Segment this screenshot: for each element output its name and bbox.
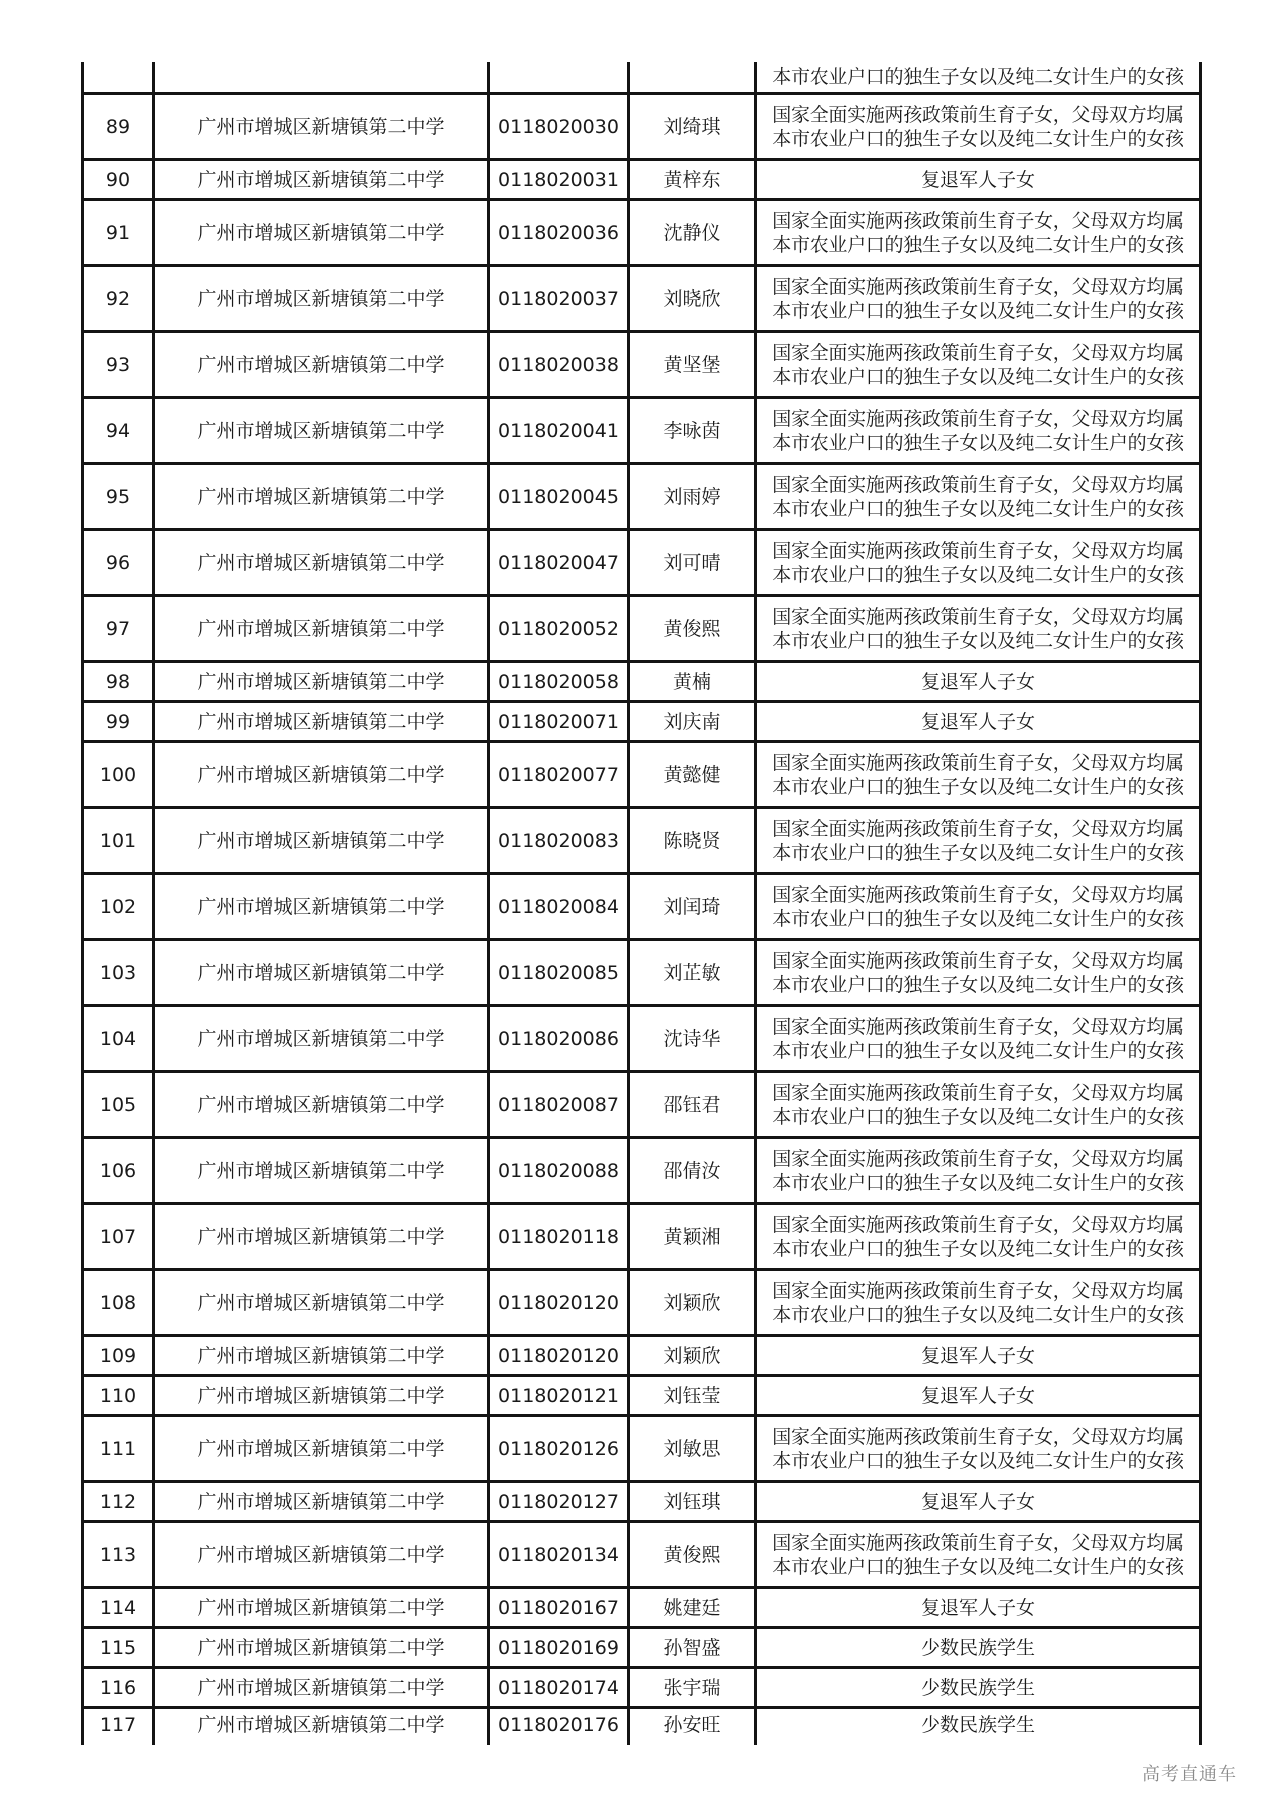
cell-no: 107 bbox=[83, 1204, 154, 1270]
cell-name: 李咏茵 bbox=[629, 398, 756, 464]
cell-school: 广州市增城区新塘镇第二中学 bbox=[154, 200, 489, 266]
cell-category bbox=[756, 940, 1201, 1006]
cell-no: 117 bbox=[83, 1708, 154, 1746]
category-line2: 本市农业户口的独生子女以及纯二女计生户的女孩 bbox=[772, 1039, 1184, 1062]
category-line1: 国家全面实施两孩政策前生育子女，父母双方均属 bbox=[772, 209, 1184, 232]
cell-category: 复退军人子女 bbox=[756, 1482, 1201, 1522]
category-line1: 国家全面实施两孩政策前生育子女，父母双方均属 bbox=[772, 407, 1184, 430]
cell-school: 广州市增城区新塘镇第二中学 bbox=[154, 464, 489, 530]
category-line1: 国家全面实施两孩政策前生育子女，父母双方均属 bbox=[772, 1279, 1184, 1302]
table-row bbox=[83, 530, 1201, 596]
table-row bbox=[83, 1376, 1201, 1416]
table-row bbox=[83, 94, 1201, 160]
table-row bbox=[83, 1072, 1201, 1138]
cell-name: 孙智盛 bbox=[629, 1628, 756, 1668]
cell-category bbox=[756, 808, 1201, 874]
table-row bbox=[83, 464, 1201, 530]
table-row bbox=[83, 1482, 1201, 1522]
cell-name: 邵倩汝 bbox=[629, 1138, 756, 1204]
category-line1: 国家全面实施两孩政策前生育子女，父母双方均属 bbox=[772, 1213, 1184, 1236]
cell-school: 广州市增城区新塘镇第二中学 bbox=[154, 530, 489, 596]
category-line2: 本市农业户口的独生子女以及纯二女计生户的女孩 bbox=[772, 1303, 1184, 1326]
category-line2: 本市农业户口的独生子女以及纯二女计生户的女孩 bbox=[772, 1555, 1184, 1578]
cell-id: 0118020085 bbox=[489, 940, 629, 1006]
cell-id: 0118020126 bbox=[489, 1416, 629, 1482]
cell-name: 刘钰琪 bbox=[629, 1482, 756, 1522]
cell-school: 广州市增城区新塘镇第二中学 bbox=[154, 742, 489, 808]
category-line2: 本市农业户口的独生子女以及纯二女计生户的女孩 bbox=[772, 66, 1184, 88]
table-row bbox=[83, 1336, 1201, 1376]
table-row bbox=[83, 1204, 1201, 1270]
table-row bbox=[83, 1138, 1201, 1204]
cell-id: 0118020167 bbox=[489, 1588, 629, 1628]
cell-school: 广州市增城区新塘镇第二中学 bbox=[154, 1376, 489, 1416]
table-row bbox=[83, 1416, 1201, 1482]
cell-name: 黄楠 bbox=[629, 662, 756, 702]
category-line2: 本市农业户口的独生子女以及纯二女计生户的女孩 bbox=[772, 127, 1184, 150]
cell-id: 0118020086 bbox=[489, 1006, 629, 1072]
cell-category: 复退军人子女 bbox=[756, 160, 1201, 200]
cell-category bbox=[756, 1072, 1201, 1138]
table-row bbox=[83, 874, 1201, 940]
cell-category: 复退军人子女 bbox=[756, 1376, 1201, 1416]
cell-category: 复退军人子女 bbox=[756, 662, 1201, 702]
cell-id: 0118020174 bbox=[489, 1668, 629, 1708]
cell-id: 0118020047 bbox=[489, 530, 629, 596]
cell-no: 104 bbox=[83, 1006, 154, 1072]
category-line1: 国家全面实施两孩政策前生育子女，父母双方均属 bbox=[772, 473, 1184, 496]
cell-category bbox=[756, 1204, 1201, 1270]
cell-name: 黄梓东 bbox=[629, 160, 756, 200]
table-row bbox=[83, 808, 1201, 874]
cell-no: 109 bbox=[83, 1336, 154, 1376]
table-row bbox=[83, 662, 1201, 702]
cell-category bbox=[756, 1006, 1201, 1072]
cell-no: 93 bbox=[83, 332, 154, 398]
cell-name: 黄坚堡 bbox=[629, 332, 756, 398]
cell-id: 0118020120 bbox=[489, 1270, 629, 1336]
table-row bbox=[83, 596, 1201, 662]
cell-category bbox=[756, 1416, 1201, 1482]
cell-no: 97 bbox=[83, 596, 154, 662]
watermark: 高考直通车 bbox=[1142, 1764, 1237, 1785]
cell-no: 106 bbox=[83, 1138, 154, 1204]
cell-school bbox=[154, 62, 489, 94]
cell-no: 99 bbox=[83, 702, 154, 742]
cell-school: 广州市增城区新塘镇第二中学 bbox=[154, 808, 489, 874]
cell-id: 0118020118 bbox=[489, 1204, 629, 1270]
cell-category: 复退军人子女 bbox=[756, 1336, 1201, 1376]
category-line2: 本市农业户口的独生子女以及纯二女计生户的女孩 bbox=[772, 775, 1184, 798]
cell-name: 沈静仪 bbox=[629, 200, 756, 266]
category-line2: 本市农业户口的独生子女以及纯二女计生户的女孩 bbox=[772, 1171, 1184, 1194]
category-line2: 本市农业户口的独生子女以及纯二女计生户的女孩 bbox=[772, 365, 1184, 388]
category-line1: 国家全面实施两孩政策前生育子女，父母双方均属 bbox=[772, 539, 1184, 562]
cell-category bbox=[756, 874, 1201, 940]
cell-school: 广州市增城区新塘镇第二中学 bbox=[154, 1588, 489, 1628]
category-line1: 国家全面实施两孩政策前生育子女，父母双方均属 bbox=[772, 275, 1184, 298]
cell-school: 广州市增城区新塘镇第二中学 bbox=[154, 1138, 489, 1204]
cell-no: 114 bbox=[83, 1588, 154, 1628]
cell-no: 112 bbox=[83, 1482, 154, 1522]
cell-id: 0118020087 bbox=[489, 1072, 629, 1138]
cell-no bbox=[83, 62, 154, 94]
cell-id: 0118020058 bbox=[489, 662, 629, 702]
cell-school: 广州市增城区新塘镇第二中学 bbox=[154, 266, 489, 332]
category-line2: 本市农业户口的独生子女以及纯二女计生户的女孩 bbox=[772, 973, 1184, 996]
cell-id: 0118020031 bbox=[489, 160, 629, 200]
cell-name: 陈晓贤 bbox=[629, 808, 756, 874]
student-list-table bbox=[81, 62, 1202, 1745]
cell-no: 113 bbox=[83, 1522, 154, 1588]
category-line1: 国家全面实施两孩政策前生育子女，父母双方均属 bbox=[772, 751, 1184, 774]
cell-school: 广州市增城区新塘镇第二中学 bbox=[154, 1482, 489, 1522]
category-line2: 本市农业户口的独生子女以及纯二女计生户的女孩 bbox=[772, 299, 1184, 322]
cell-name: 张宇瑞 bbox=[629, 1668, 756, 1708]
cell-no: 90 bbox=[83, 160, 154, 200]
cell-category bbox=[756, 1270, 1201, 1336]
cell-no: 92 bbox=[83, 266, 154, 332]
cell-id: 0118020084 bbox=[489, 874, 629, 940]
cell-name: 刘钰莹 bbox=[629, 1376, 756, 1416]
cell-id: 0118020083 bbox=[489, 808, 629, 874]
cell-no: 100 bbox=[83, 742, 154, 808]
cell-no: 94 bbox=[83, 398, 154, 464]
cell-no: 108 bbox=[83, 1270, 154, 1336]
cell-school: 广州市增城区新塘镇第二中学 bbox=[154, 94, 489, 160]
cell-name: 邵钰君 bbox=[629, 1072, 756, 1138]
cell-name: 刘庆南 bbox=[629, 702, 756, 742]
table-row bbox=[83, 398, 1201, 464]
cell-name: 刘敏思 bbox=[629, 1416, 756, 1482]
category-line2: 本市农业户口的独生子女以及纯二女计生户的女孩 bbox=[772, 629, 1184, 652]
cell-name: 孙安旺 bbox=[629, 1708, 756, 1746]
cell-name: 刘雨婷 bbox=[629, 464, 756, 530]
cell-name: 姚建廷 bbox=[629, 1588, 756, 1628]
cell-id: 0118020052 bbox=[489, 596, 629, 662]
cell-category: 少数民族学生 bbox=[756, 1628, 1201, 1668]
cell-id: 0118020038 bbox=[489, 332, 629, 398]
cell-no: 91 bbox=[83, 200, 154, 266]
cell-category: 复退军人子女 bbox=[756, 1588, 1201, 1628]
category-line2: 本市农业户口的独生子女以及纯二女计生户的女孩 bbox=[772, 431, 1184, 454]
table-row bbox=[83, 702, 1201, 742]
category-line2: 本市农业户口的独生子女以及纯二女计生户的女孩 bbox=[772, 233, 1184, 256]
cell-id: 0118020176 bbox=[489, 1708, 629, 1746]
cell-id bbox=[489, 62, 629, 94]
cell-id: 0118020030 bbox=[489, 94, 629, 160]
category-line1: 国家全面实施两孩政策前生育子女，父母双方均属 bbox=[772, 1081, 1184, 1104]
table-row bbox=[83, 1270, 1201, 1336]
cell-name: 黄懿健 bbox=[629, 742, 756, 808]
table-row bbox=[83, 1628, 1201, 1668]
category-line2: 本市农业户口的独生子女以及纯二女计生户的女孩 bbox=[772, 563, 1184, 586]
cell-category bbox=[756, 62, 1201, 94]
cell-id: 0118020077 bbox=[489, 742, 629, 808]
category-line1: 国家全面实施两孩政策前生育子女，父母双方均属 bbox=[772, 1147, 1184, 1170]
cell-school: 广州市增城区新塘镇第二中学 bbox=[154, 1708, 489, 1746]
table-row bbox=[83, 742, 1201, 808]
cell-category: 少数民族学生 bbox=[756, 1708, 1201, 1746]
cell-category bbox=[756, 742, 1201, 808]
cell-school: 广州市增城区新塘镇第二中学 bbox=[154, 1668, 489, 1708]
cell-no: 89 bbox=[83, 94, 154, 160]
cell-id: 0118020169 bbox=[489, 1628, 629, 1668]
category-line1: 国家全面实施两孩政策前生育子女，父母双方均属 bbox=[772, 949, 1184, 972]
category-line2: 本市农业户口的独生子女以及纯二女计生户的女孩 bbox=[772, 841, 1184, 864]
table-row bbox=[83, 1006, 1201, 1072]
category-line2: 本市农业户口的独生子女以及纯二女计生户的女孩 bbox=[772, 907, 1184, 930]
table-body bbox=[83, 62, 1201, 1745]
category-line1: 国家全面实施两孩政策前生育子女，父母双方均属 bbox=[772, 1425, 1184, 1448]
table-row bbox=[83, 266, 1201, 332]
cell-school: 广州市增城区新塘镇第二中学 bbox=[154, 1628, 489, 1668]
cell-school: 广州市增城区新塘镇第二中学 bbox=[154, 1522, 489, 1588]
table-row bbox=[83, 940, 1201, 1006]
cell-school: 广州市增城区新塘镇第二中学 bbox=[154, 1416, 489, 1482]
cell-id: 0118020037 bbox=[489, 266, 629, 332]
cell-category bbox=[756, 464, 1201, 530]
cell-name: 黄俊熙 bbox=[629, 596, 756, 662]
category-line1: 国家全面实施两孩政策前生育子女，父母双方均属 bbox=[772, 103, 1184, 126]
cell-name: 刘绮琪 bbox=[629, 94, 756, 160]
cell-category bbox=[756, 530, 1201, 596]
category-line1: 国家全面实施两孩政策前生育子女，父母双方均属 bbox=[772, 817, 1184, 840]
table-row bbox=[83, 1668, 1201, 1708]
cell-category bbox=[756, 200, 1201, 266]
cell-school: 广州市增城区新塘镇第二中学 bbox=[154, 1006, 489, 1072]
category-line2: 本市农业户口的独生子女以及纯二女计生户的女孩 bbox=[772, 497, 1184, 520]
category-line1: 国家全面实施两孩政策前生育子女，父母双方均属 bbox=[772, 605, 1184, 628]
cell-id: 0118020120 bbox=[489, 1336, 629, 1376]
category-line2: 本市农业户口的独生子女以及纯二女计生户的女孩 bbox=[772, 1105, 1184, 1128]
cell-no: 103 bbox=[83, 940, 154, 1006]
table-row bbox=[83, 1708, 1201, 1746]
cell-id: 0118020041 bbox=[489, 398, 629, 464]
cell-no: 98 bbox=[83, 662, 154, 702]
cell-id: 0118020088 bbox=[489, 1138, 629, 1204]
category-line1: 国家全面实施两孩政策前生育子女，父母双方均属 bbox=[772, 341, 1184, 364]
cell-id: 0118020045 bbox=[489, 464, 629, 530]
cell-school: 广州市增城区新塘镇第二中学 bbox=[154, 662, 489, 702]
cell-category bbox=[756, 94, 1201, 160]
cell-category bbox=[756, 1138, 1201, 1204]
cell-no: 115 bbox=[83, 1628, 154, 1668]
cell-school: 广州市增城区新塘镇第二中学 bbox=[154, 1072, 489, 1138]
table-row bbox=[83, 200, 1201, 266]
cell-school: 广州市增城区新塘镇第二中学 bbox=[154, 874, 489, 940]
cell-school: 广州市增城区新塘镇第二中学 bbox=[154, 596, 489, 662]
cell-no: 101 bbox=[83, 808, 154, 874]
cell-category bbox=[756, 266, 1201, 332]
cell-name bbox=[629, 62, 756, 94]
cell-no: 95 bbox=[83, 464, 154, 530]
cell-school: 广州市增城区新塘镇第二中学 bbox=[154, 1204, 489, 1270]
cell-school: 广州市增城区新塘镇第二中学 bbox=[154, 940, 489, 1006]
cell-school: 广州市增城区新塘镇第二中学 bbox=[154, 1336, 489, 1376]
cell-category bbox=[756, 1522, 1201, 1588]
cell-name: 沈诗华 bbox=[629, 1006, 756, 1072]
cell-category bbox=[756, 332, 1201, 398]
cell-id: 0118020127 bbox=[489, 1482, 629, 1522]
category-line2: 本市农业户口的独生子女以及纯二女计生户的女孩 bbox=[772, 1237, 1184, 1260]
cell-no: 110 bbox=[83, 1376, 154, 1416]
cell-id: 0118020071 bbox=[489, 702, 629, 742]
cell-name: 刘闰琦 bbox=[629, 874, 756, 940]
cell-id: 0118020121 bbox=[489, 1376, 629, 1416]
category-line1: 国家全面实施两孩政策前生育子女，父母双方均属 bbox=[772, 883, 1184, 906]
table-row-partial bbox=[83, 62, 1201, 94]
cell-no: 116 bbox=[83, 1668, 154, 1708]
table-row bbox=[83, 1588, 1201, 1628]
category-line1: 国家全面实施两孩政策前生育子女，父母双方均属 bbox=[772, 1531, 1184, 1554]
cell-school: 广州市增城区新塘镇第二中学 bbox=[154, 702, 489, 742]
cell-no: 105 bbox=[83, 1072, 154, 1138]
cell-category: 少数民族学生 bbox=[756, 1668, 1201, 1708]
cell-no: 96 bbox=[83, 530, 154, 596]
cell-name: 刘晓欣 bbox=[629, 266, 756, 332]
table-row bbox=[83, 1522, 1201, 1588]
cell-id: 0118020134 bbox=[489, 1522, 629, 1588]
cell-name: 刘芷敏 bbox=[629, 940, 756, 1006]
cell-id: 0118020036 bbox=[489, 200, 629, 266]
cell-name: 黄俊熙 bbox=[629, 1522, 756, 1588]
cell-no: 102 bbox=[83, 874, 154, 940]
category-line2: 本市农业户口的独生子女以及纯二女计生户的女孩 bbox=[772, 1449, 1184, 1472]
cell-category bbox=[756, 596, 1201, 662]
cell-name: 刘可晴 bbox=[629, 530, 756, 596]
cell-school: 广州市增城区新塘镇第二中学 bbox=[154, 398, 489, 464]
cell-category bbox=[756, 398, 1201, 464]
cell-school: 广州市增城区新塘镇第二中学 bbox=[154, 1270, 489, 1336]
cell-name: 刘颖欣 bbox=[629, 1270, 756, 1336]
cell-school: 广州市增城区新塘镇第二中学 bbox=[154, 160, 489, 200]
cell-no: 111 bbox=[83, 1416, 154, 1482]
cell-name: 黄颖湘 bbox=[629, 1204, 756, 1270]
cell-name: 刘颖欣 bbox=[629, 1336, 756, 1376]
table-row bbox=[83, 160, 1201, 200]
cell-school: 广州市增城区新塘镇第二中学 bbox=[154, 332, 489, 398]
cell-category: 复退军人子女 bbox=[756, 702, 1201, 742]
category-line1: 国家全面实施两孩政策前生育子女，父母双方均属 bbox=[772, 1015, 1184, 1038]
table-row bbox=[83, 332, 1201, 398]
